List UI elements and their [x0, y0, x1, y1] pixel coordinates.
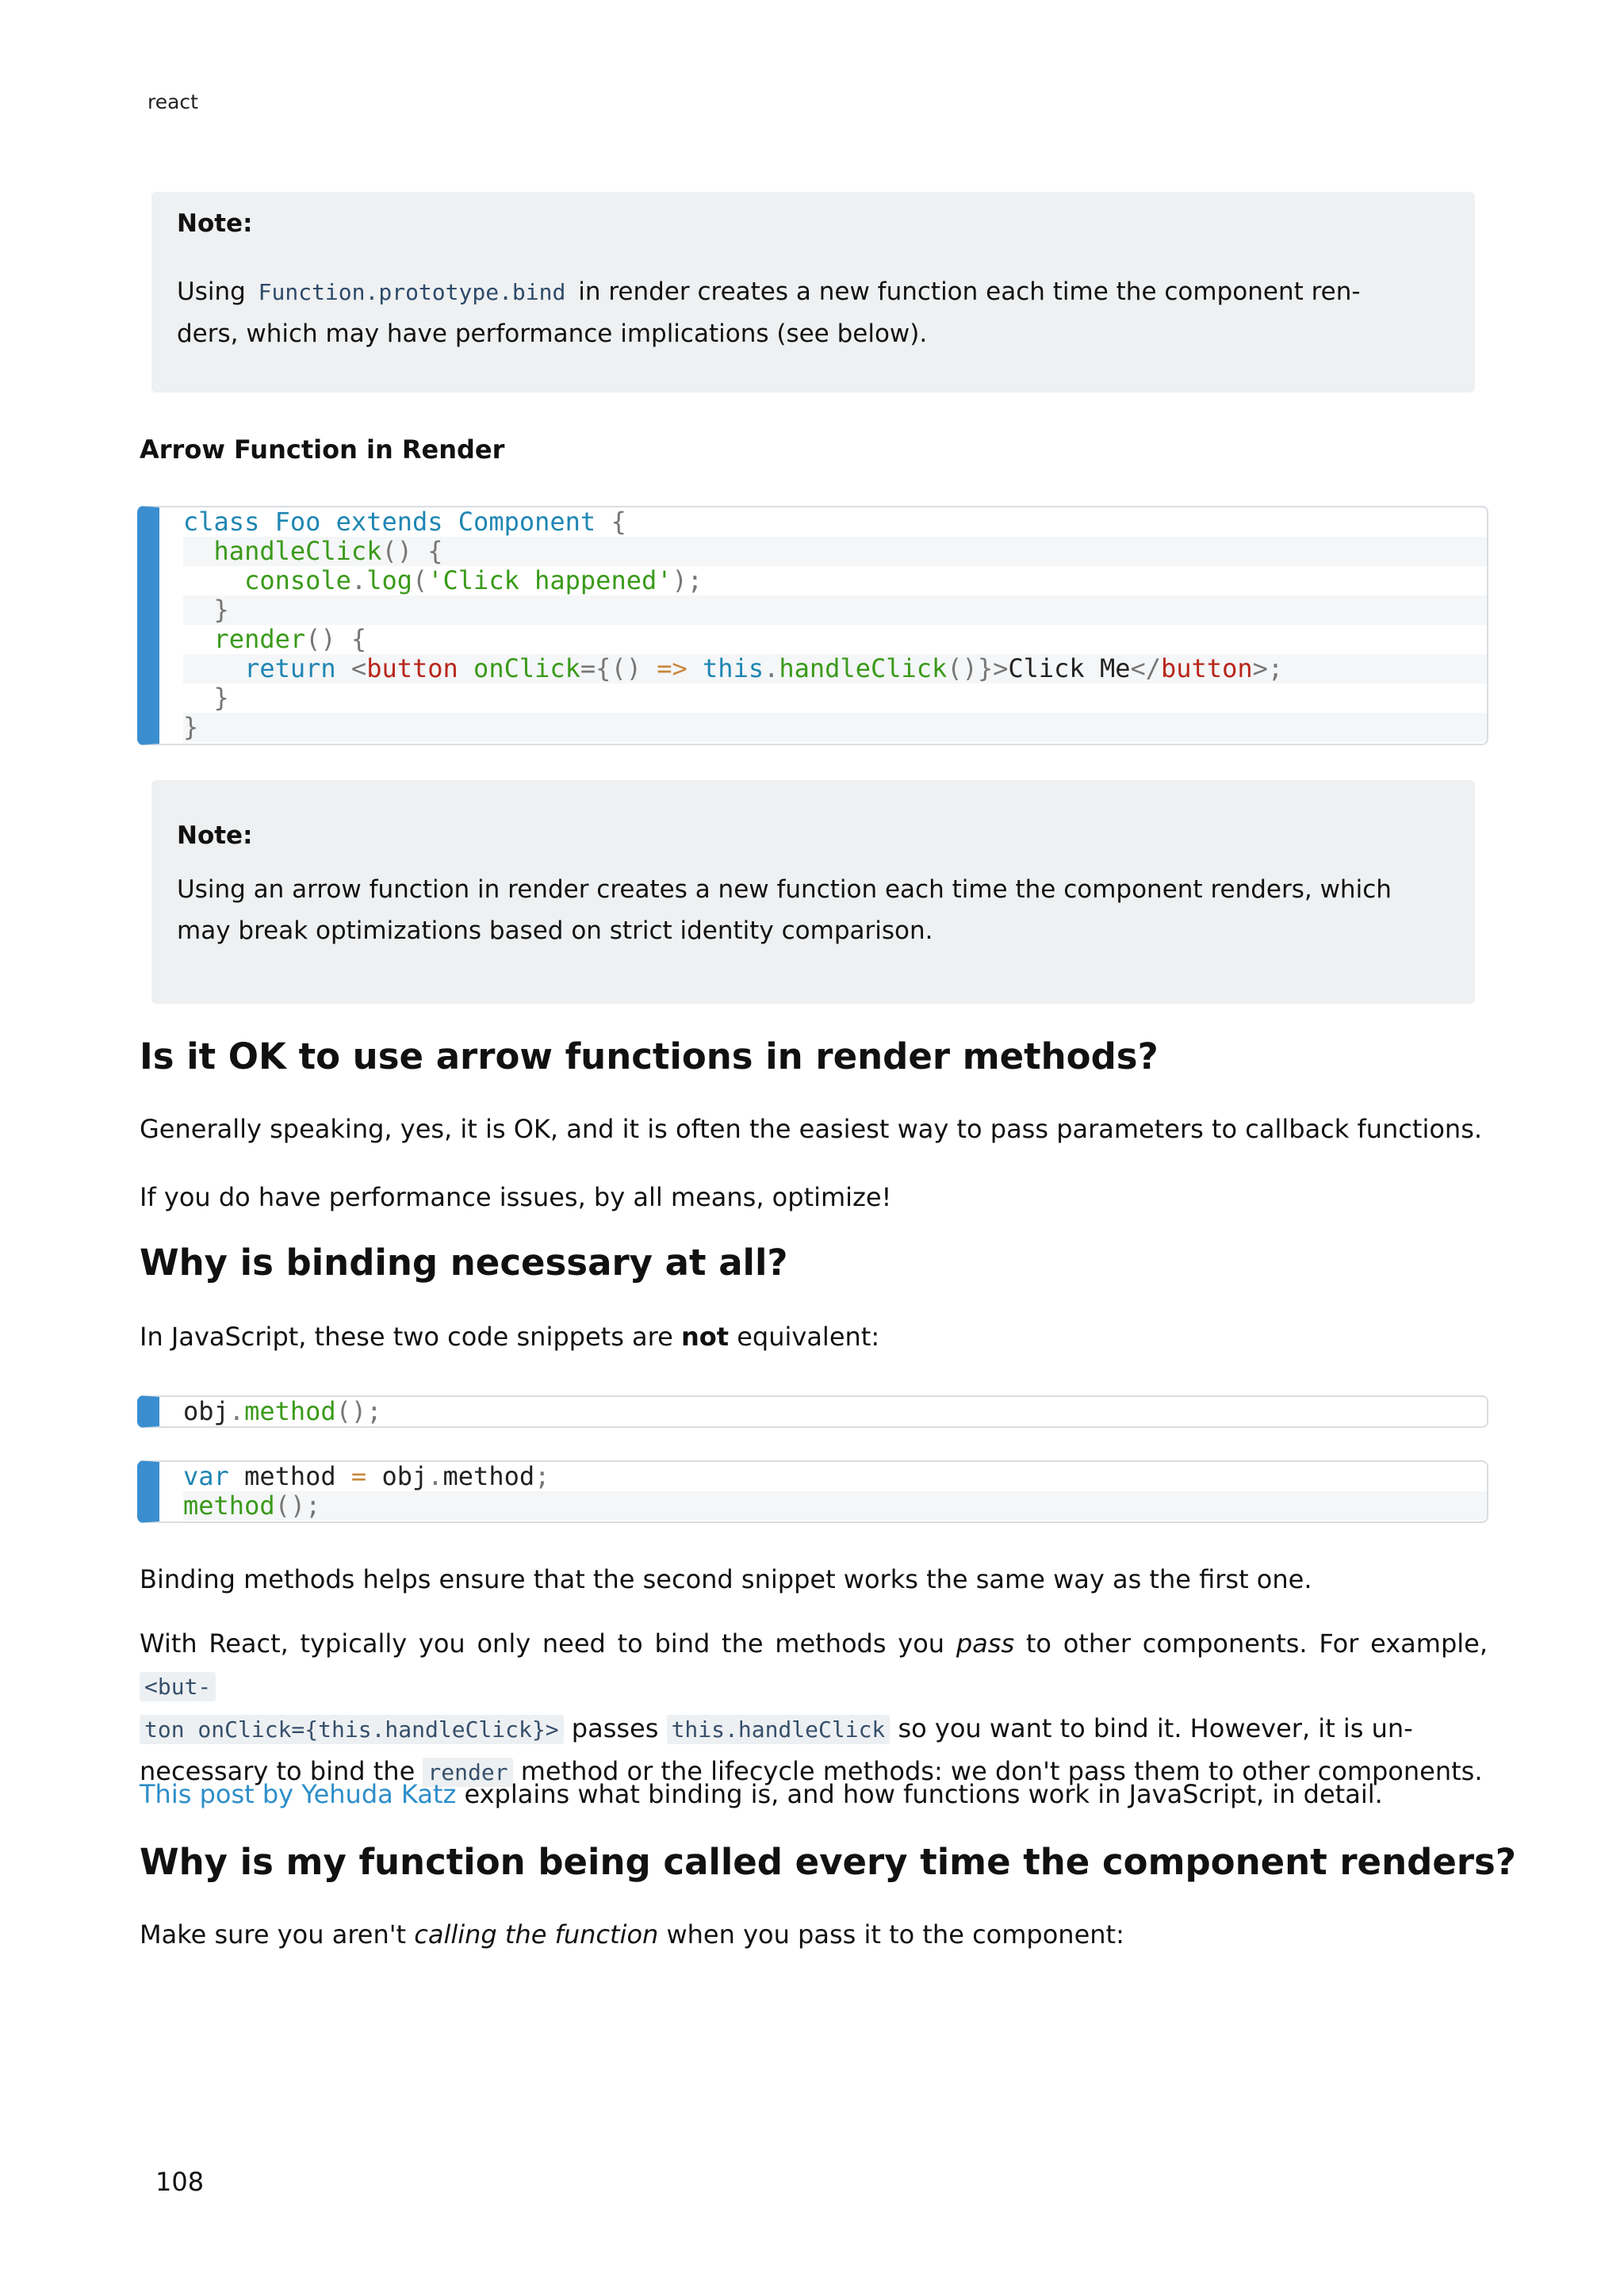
note-box-bind: [151, 192, 1475, 392]
code-line: render() {: [213, 624, 367, 654]
note-title: Note:: [177, 821, 253, 850]
text: With React, typically you only need to bind the methods you: [140, 1628, 956, 1659]
note-text: [177, 869, 1450, 951]
inline-code: <but-: [140, 1672, 216, 1701]
note-text: [177, 271, 1450, 354]
emphasis: pass: [956, 1628, 1015, 1659]
code-line: handleClick() {: [183, 537, 1487, 566]
inline-code: this.handleClick: [667, 1715, 891, 1744]
code-line: }: [213, 683, 229, 713]
code-block-var-method: [137, 1460, 1488, 1523]
note-text-line: Using an arrow function in render creates a new function each time the component renders, which: [177, 875, 1392, 904]
inline-code: render: [423, 1758, 512, 1787]
code-block-obj-method: [137, 1395, 1488, 1428]
inline-code: Function.prototype.bind: [258, 279, 566, 305]
inline-code: ton onClick={this.handleClick}>: [140, 1715, 564, 1744]
code-line: console.log('Click happened');: [244, 565, 703, 595]
heading-binding-necessary: Why is binding necessary at all?: [140, 1242, 788, 1284]
code-block-arrow-render: [137, 506, 1488, 745]
code-line: obj.method();: [183, 1396, 382, 1426]
heading-arrow-ok: Is it OK to use arrow functions in render methods?: [140, 1035, 1159, 1077]
paragraph-react-binding: [140, 1623, 1488, 1793]
bold-text: not: [680, 1322, 730, 1352]
code-line: return <button onClick={() => this.handleClick()}>Click Me</button>;: [183, 654, 1487, 683]
note-text-part: in render creates a new function each time the component ren-: [570, 277, 1361, 306]
paragraph: [140, 1774, 1488, 1816]
note-text-line: may break optimizations based on strict identity comparison.: [177, 916, 933, 945]
paragraph: If you do have performance issues, by all means, optimize!: [140, 1182, 892, 1212]
emphasis: calling the function: [414, 1919, 659, 1950]
arrow-function-heading: Arrow Function in Render: [140, 434, 505, 465]
note-text-part: Using: [177, 277, 254, 306]
text: Make sure you aren't: [140, 1919, 415, 1950]
code-line: method();: [183, 1491, 1487, 1521]
text: to other components. For example,: [1014, 1628, 1488, 1659]
text: explains what binding is, and how functions work in JavaScript, in detail.: [456, 1779, 1383, 1809]
text: method or the lifecycle methods: we don't pass them to other components.: [512, 1756, 1483, 1786]
text: In JavaScript, these two code snippets are: [140, 1322, 681, 1352]
running-head: react: [147, 90, 198, 113]
note-title: Note:: [177, 209, 253, 238]
code-line: var method = obj.method;: [183, 1461, 550, 1491]
text: passes: [563, 1713, 667, 1743]
text: equivalent:: [729, 1322, 880, 1352]
text: so you want to bind it. However, it is un-: [890, 1713, 1413, 1743]
page-number: 108: [155, 2167, 205, 2197]
paragraph: Binding methods helps ensure that the second snippet works the same way as the first one.: [140, 1564, 1312, 1594]
heading-function-called: Why is my function being called every time the component renders?: [140, 1841, 1516, 1883]
note-text-part: ders, which may have performance implications (see below).: [177, 320, 928, 348]
paragraph: [140, 1914, 1488, 1956]
code-line: }: [183, 595, 1487, 625]
yehuda-katz-link[interactable]: This post by Yehuda Katz: [140, 1779, 457, 1809]
text: when you pass it to the component:: [658, 1919, 1124, 1950]
text: necessary to bind the: [140, 1756, 423, 1786]
paragraph: [140, 1316, 1488, 1358]
note-box-arrow: [151, 780, 1475, 1004]
code-line: class Foo extends Component {: [183, 507, 626, 537]
code-line: }: [183, 713, 1487, 742]
paragraph: Generally speaking, yes, it is OK, and it is often the easiest way to pass parameters to callback functions.: [140, 1114, 1483, 1144]
